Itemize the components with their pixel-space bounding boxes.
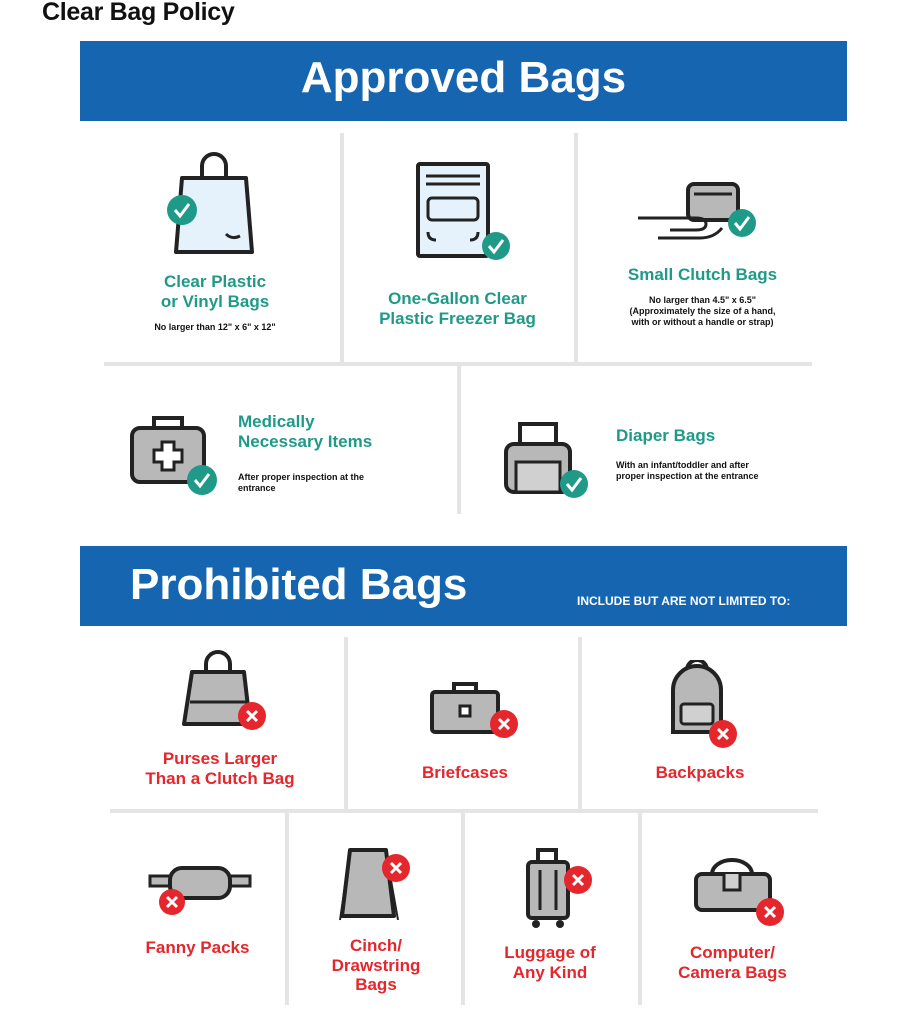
clutch-icon [636, 180, 761, 255]
prohibited-banner-subtitle: INCLUDE BUT ARE NOT LIMITED TO: [577, 594, 791, 608]
page-title: Clear Bag Policy [42, 0, 235, 26]
prohibited-item-label: Luggage of Any Kind [504, 943, 596, 982]
approved-item-note: After proper inspection at the entrance [238, 472, 365, 493]
luggage-icon [522, 846, 602, 931]
grid-divider [340, 133, 344, 362]
prohibited-item-label: Backpacks [655, 763, 745, 782]
tote-bag-icon [160, 148, 260, 258]
diaper-bag-icon [500, 414, 595, 504]
grid-divider [574, 133, 578, 362]
prohibited-item-label: Cinch/ Drawstring Bags [331, 936, 421, 995]
grid-divider [344, 637, 348, 809]
grid-divider [457, 366, 461, 514]
grid-divider [461, 813, 465, 1005]
medical-kit-icon [128, 410, 223, 500]
drawstring-bag-icon [336, 846, 421, 926]
prohibited-item-label: Briefcases [421, 763, 508, 782]
approved-item-label: Diaper Bags [616, 426, 716, 445]
prohibited-item-label: Purses Larger Than a Clutch Bag [145, 749, 295, 788]
grid-divider [578, 637, 582, 809]
approved-banner-title: Approved Bags [300, 53, 627, 102]
grid-divider [285, 813, 289, 1005]
backpack-icon [665, 660, 750, 750]
prohibited-banner-title: Prohibited Bags [130, 560, 468, 609]
approved-item-label: Clear Plastic or Vinyl Bags [160, 272, 270, 311]
freezer-bag-icon [412, 160, 522, 265]
fanny-pack-icon [148, 862, 258, 922]
approved-item-label: Medically Necessary Items [238, 412, 373, 451]
approved-item-note: No larger than 12" x 6" x 12" [154, 322, 276, 332]
briefcase-icon [428, 680, 523, 745]
purse-icon [178, 650, 273, 735]
approved-item-note: No larger than 4.5" x 6.5" (Approximately the size of a hand, with or without a handle or strap) [629, 295, 776, 327]
prohibited-item-label: Fanny Packs [145, 938, 250, 957]
grid-divider [638, 813, 642, 1005]
approved-item-note: With an infant/toddler and after proper inspection at the entrance [616, 460, 759, 481]
approved-item-label: Small Clutch Bags [627, 265, 778, 284]
camera-bag-icon [692, 852, 792, 932]
approved-banner [80, 41, 847, 121]
approved-item-label: One-Gallon Clear Plastic Freezer Bag [379, 289, 536, 328]
prohibited-banner [80, 546, 847, 626]
prohibited-item-label: Computer/ Camera Bags [678, 943, 787, 982]
